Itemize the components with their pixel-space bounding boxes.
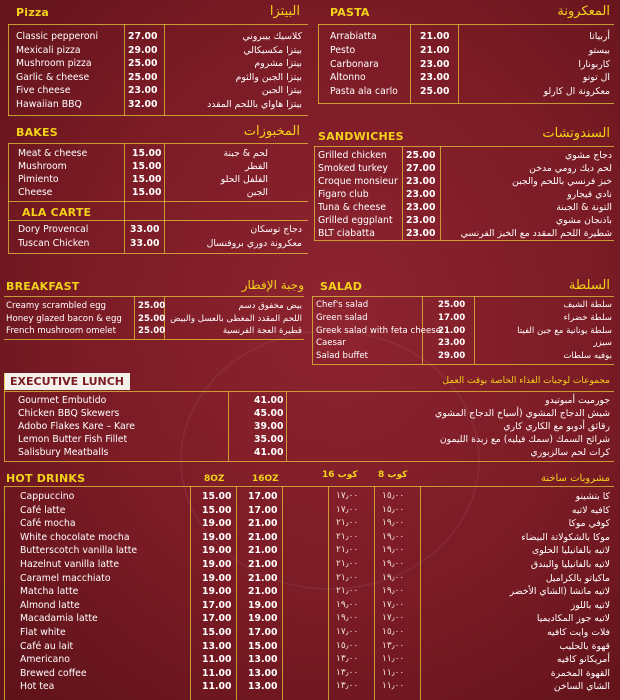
item-name-ar: كرات لحم سالزبوري xyxy=(530,447,610,458)
sandwiches-divider-2 xyxy=(440,146,441,240)
price-8-ar: ١٩٫٠٠ xyxy=(382,545,405,556)
price-16oz: 13.00 xyxy=(248,667,278,679)
price-16-ar: ٢١٫٠٠ xyxy=(336,572,359,583)
item-name-ar: كلاسيك بيبروني xyxy=(242,31,302,42)
price-16-ar: ١٣٫٠٠ xyxy=(336,654,359,665)
item-price: 27.00 xyxy=(128,31,158,42)
item-name-ar: اللحم المقدد المغطى بالعسل والبيض xyxy=(170,313,302,324)
price-8-ar: ١٩٫٠٠ xyxy=(382,531,405,542)
item-name: Gourmet Embutido xyxy=(18,395,107,406)
drink-name: Hazelnut vanilla latte xyxy=(20,559,120,570)
item-name: Chicken BBQ Skewers xyxy=(18,408,120,419)
item-name: Meat & cheese xyxy=(18,148,88,159)
item-name: Tuscan Chicken xyxy=(18,238,90,249)
pasta-left-rule xyxy=(318,24,319,104)
item-price: 45.00 xyxy=(254,408,284,419)
drink-name-ar: أمريكانو كافيه xyxy=(556,654,610,666)
price-8-ar: ١٩٫٠٠ xyxy=(382,559,405,569)
item-price: 27.00 xyxy=(406,163,436,174)
item-name: Adobo Flakes Kare – Kare xyxy=(18,421,136,432)
item-name-ar: الفطر xyxy=(245,161,268,172)
hotdrinks-divider-4 xyxy=(328,486,329,700)
drink-name: Hot tea xyxy=(20,681,55,693)
pizza-divider-2 xyxy=(164,24,165,116)
price-16oz: 17.00 xyxy=(248,491,278,502)
item-price: 23.00 xyxy=(406,215,436,226)
price-8-ar: ١١٫٠٠ xyxy=(382,667,405,678)
executive-divider-2 xyxy=(286,391,287,461)
price-16-ar: ١٧٫٠٠ xyxy=(336,627,359,637)
item-name-ar: سيزر xyxy=(593,338,612,349)
breakfast-title-ar: وجبة الإفطار xyxy=(241,278,304,292)
executive-title: EXECUTIVE LUNCH xyxy=(4,373,130,390)
item-name-ar: بيتزا الجبن والثوم xyxy=(235,71,302,83)
price-8oz: 19.00 xyxy=(202,586,232,598)
item-name: Pasta ala carlo xyxy=(330,86,398,98)
drink-name-ar: كا بتشينو xyxy=(575,491,610,502)
price-8oz: 19.00 xyxy=(202,559,232,570)
bakes-title-ar: المخبوزات xyxy=(243,124,300,139)
item-name-ar: ال تونو xyxy=(582,72,610,84)
pizza-bottom-rule xyxy=(8,115,308,116)
item-name: Pimiento xyxy=(18,174,59,185)
price-16-ar: ٢١٫٠٠ xyxy=(336,586,359,597)
price-16-ar: ٢١٫٠٠ xyxy=(336,559,359,569)
drink-name-ar: الشاي الساخن xyxy=(553,681,610,693)
pasta-divider-2 xyxy=(458,24,459,104)
item-name-ar: رقائق أدوبو مع الكاري كاري xyxy=(503,421,610,432)
hotdrinks-divider-3 xyxy=(282,486,283,700)
item-name: Mushroom pizza xyxy=(16,58,92,70)
item-name-ar: أربياتا xyxy=(589,31,610,42)
drink-name-ar: لاتيه بالفانيليا الحلوى xyxy=(531,545,610,557)
price-16oz: 21.00 xyxy=(248,586,278,598)
item-price: 25.00 xyxy=(420,86,450,98)
pizza-title-ar: البيتزا xyxy=(269,4,300,19)
price-8oz: 19.00 xyxy=(202,518,232,530)
item-name: Classic pepperoni xyxy=(16,31,99,42)
price-16oz: 21.00 xyxy=(248,559,278,570)
item-name: Arrabiatta xyxy=(330,31,377,42)
price-16-ar: ١٧٫٠٠ xyxy=(336,504,359,515)
salad-title: SALAD xyxy=(320,280,363,293)
price-8-ar: ١٥٫٠٠ xyxy=(382,504,405,515)
item-name-ar: باذنجان مشوي xyxy=(555,215,612,226)
drink-name: Café au lait xyxy=(20,640,74,652)
price-8-ar: ١٩٫٠٠ xyxy=(382,586,405,597)
breakfast-top-rule xyxy=(4,296,304,297)
item-name-ar: معكرونة ال كارلو xyxy=(543,86,610,98)
sandwiches-left-rule xyxy=(314,146,315,240)
executive-bottom-rule xyxy=(4,461,614,462)
drink-name: Macadamia latte xyxy=(20,613,98,625)
item-price: 23.00 xyxy=(438,338,466,349)
item-name-ar: لحم ديك رومي مدخن xyxy=(529,163,612,174)
breakfast-bottom-rule xyxy=(4,339,304,340)
breakfast-divider-1 xyxy=(134,296,135,339)
item-name: Grilled eggplant xyxy=(318,215,393,226)
item-price: 15.00 xyxy=(132,148,162,159)
item-price: 17.00 xyxy=(438,312,466,323)
salad-title-ar: السلطة xyxy=(568,278,610,293)
salad-bottom-rule xyxy=(312,364,614,365)
bakes-left-rule xyxy=(8,143,9,201)
price-8-ar: ١٥٫٠٠ xyxy=(382,627,405,637)
salad-left-rule xyxy=(312,296,313,364)
drink-name-ar: قهوة بالحليب xyxy=(559,640,610,652)
sandwiches-title-ar: السندوتشات xyxy=(542,126,610,141)
item-name: Lemon Butter Fish Fillet xyxy=(18,434,128,445)
price-8-ar: ١١٫٠٠ xyxy=(382,654,405,665)
price-8-ar: ١٥٫٠٠ xyxy=(382,491,405,501)
drink-name: Café latte xyxy=(20,504,66,516)
price-16oz: 19.00 xyxy=(248,599,278,611)
item-name: Pesto xyxy=(330,44,356,56)
item-name: Five cheese xyxy=(16,85,71,97)
drink-name-ar: موكا بالشكولاتة البيضاء xyxy=(521,531,610,543)
item-name-ar: الفلفل الحلو xyxy=(220,174,268,185)
executive-title-ar: مجموعات لوجبات الغذاء الخاصة بوقت العمل xyxy=(442,376,610,386)
price-16oz: 21.00 xyxy=(248,572,278,584)
item-name-ar: جورميت أمبوتيدو xyxy=(545,395,610,406)
item-price: 33.00 xyxy=(130,224,160,235)
price-16-ar: ١٣٫٠٠ xyxy=(336,667,359,678)
hotdrinks-title-ar: مشروبات ساخنة xyxy=(540,473,610,484)
price-16oz: 13.00 xyxy=(248,681,278,693)
drink-name-ar: لاتيه بالفانيليا والبندق xyxy=(530,559,610,570)
bakes-top-rule xyxy=(8,143,308,144)
drink-name-ar: كافيه لاتيه xyxy=(571,504,610,516)
price-8-ar: ١٣٫٠٠ xyxy=(382,640,405,651)
drink-name: Caramel macchiato xyxy=(20,572,111,584)
price-8oz: 13.00 xyxy=(202,640,232,652)
item-name: Altonno xyxy=(330,72,366,84)
item-price: 35.00 xyxy=(254,434,284,445)
item-name-ar: سلطة خضراء xyxy=(563,312,612,323)
item-price: 25.00 xyxy=(128,58,158,70)
alacarte-mid-rule xyxy=(8,220,308,221)
item-price: 39.00 xyxy=(254,421,284,432)
drink-name-ar: فلات وايت كافيه xyxy=(547,627,610,638)
drink-name: Brewed coffee xyxy=(20,667,87,679)
item-name-ar: سلطة يونانية مع جبن الفيتا xyxy=(517,325,612,336)
drink-name: White chocolate mocha xyxy=(20,531,130,543)
item-price: 29.00 xyxy=(438,351,466,362)
price-16oz: 17.00 xyxy=(248,627,278,638)
item-name: Hawaiian BBQ xyxy=(16,99,82,110)
col-8oz-header: 8OZ xyxy=(204,474,225,484)
price-16oz: 15.00 xyxy=(248,640,278,652)
item-name: Dory Provencal xyxy=(18,224,89,235)
item-price: 15.00 xyxy=(132,161,162,172)
price-16oz: 21.00 xyxy=(248,518,278,530)
price-8oz: 19.00 xyxy=(202,572,232,584)
breakfast-title: BREAKFAST xyxy=(6,280,80,293)
hotdrinks-top-rule xyxy=(4,486,614,487)
item-name: Chef's salad xyxy=(316,300,369,310)
item-price: 23.00 xyxy=(420,58,450,70)
item-name: Croque monsieur xyxy=(318,176,398,187)
price-8oz: 17.00 xyxy=(202,599,232,611)
item-name-ar: التونة & الجبنة xyxy=(556,202,612,213)
price-8oz: 15.00 xyxy=(202,504,232,516)
item-price: 23.00 xyxy=(128,85,158,97)
price-8oz: 11.00 xyxy=(202,667,232,679)
hotdrinks-left-rule xyxy=(4,486,5,700)
drink-name-ar: لاتيه ماتشا (الشاي الأخضر xyxy=(509,586,610,598)
price-8oz: 11.00 xyxy=(202,681,232,693)
item-name: Mexicali pizza xyxy=(16,44,81,56)
salad-divider-2 xyxy=(474,296,475,364)
alacarte-left-rule xyxy=(8,201,9,253)
item-name-ar: بيستو xyxy=(588,44,610,56)
price-16-ar: ١٩٫٠٠ xyxy=(336,613,359,624)
item-price: 25.00 xyxy=(138,326,166,337)
executive-divider-1 xyxy=(228,391,229,461)
item-price: 21.00 xyxy=(420,44,450,56)
price-8oz: 19.00 xyxy=(202,545,232,557)
item-name-ar: بيتزا مشروم xyxy=(254,58,302,70)
price-8oz: 11.00 xyxy=(202,654,232,666)
item-name: Creamy scrambled egg xyxy=(6,301,106,311)
drink-name-ar: كوفي موكا xyxy=(568,518,610,530)
col-16-ar-header: كوب 16 xyxy=(322,470,358,480)
bakes-title: BAKES xyxy=(16,126,58,139)
hotdrinks-divider-1 xyxy=(190,486,191,700)
item-name: French mushroom omelet xyxy=(6,326,116,337)
item-name: Smoked turkey xyxy=(318,163,388,174)
item-name: BLT ciabatta xyxy=(318,228,375,239)
item-name: Greek salad with feta cheese xyxy=(316,325,442,336)
item-name-ar: شرائح السمك (سمك فيليه) مع زبدة الليمون xyxy=(439,434,610,445)
price-8oz: 15.00 xyxy=(202,491,232,502)
item-name-ar: شيش الدجاج المشوي (أسياخ الدجاج المشوي xyxy=(435,408,610,419)
drink-name: Matcha latte xyxy=(20,586,79,598)
drink-name: Almond latte xyxy=(20,599,80,611)
sandwiches-bottom-rule xyxy=(314,240,614,241)
alacarte-bottom-rule xyxy=(8,253,308,254)
item-name-ar: كاربونارا xyxy=(578,58,610,70)
price-16-ar: ٢١٫٠٠ xyxy=(336,518,359,529)
item-price: 21.00 xyxy=(438,325,466,336)
item-name: Carbonara xyxy=(330,58,379,70)
item-price: 23.00 xyxy=(406,176,436,187)
col-8-ar-header: كوب 8 xyxy=(378,470,408,480)
item-name: Figaro club xyxy=(318,189,369,200)
item-price: 25.00 xyxy=(438,300,466,310)
price-16oz: 17.00 xyxy=(248,504,278,516)
item-name: Salad buffet xyxy=(316,351,369,362)
item-name: Green salad xyxy=(316,312,368,323)
item-price: 32.00 xyxy=(128,99,158,110)
price-16-ar: ٢١٫٠٠ xyxy=(336,545,359,556)
item-price: 25.00 xyxy=(138,313,166,324)
item-name: Caesar xyxy=(316,338,346,349)
pizza-left-rule xyxy=(8,24,9,116)
item-name-ar: معكرونة دوري بروفنسال xyxy=(206,238,302,249)
item-price: 41.00 xyxy=(254,395,284,406)
price-16-ar: ٢١٫٠٠ xyxy=(336,531,359,542)
item-name: Grilled chicken xyxy=(318,150,387,161)
pizza-top-rule xyxy=(8,24,308,25)
price-16oz: 19.00 xyxy=(248,613,278,625)
hotdrinks-title: HOT DRINKS xyxy=(6,472,86,485)
item-name-ar: بيتزا هاواي باللحم المقدد xyxy=(207,99,302,110)
alacarte-title: ALA CARTE xyxy=(22,206,92,219)
price-16oz: 21.00 xyxy=(248,531,278,543)
drink-name-ar: القهوة المخمرة xyxy=(550,667,610,679)
col-16oz-header: 16OZ xyxy=(252,474,279,484)
drink-name: Americano xyxy=(20,654,70,666)
item-price: 23.00 xyxy=(420,72,450,84)
item-price: 29.00 xyxy=(128,44,158,56)
price-8-ar: ١٧٫٠٠ xyxy=(382,613,405,624)
item-name-ar: بيض مخفوق دسم xyxy=(238,301,302,311)
price-8oz: 17.00 xyxy=(202,613,232,625)
price-8-ar: ١١٫٠٠ xyxy=(382,681,405,692)
item-name: Garlic & cheese xyxy=(16,71,90,83)
alacarte-top-rule xyxy=(8,201,308,202)
price-8oz: 15.00 xyxy=(202,627,232,638)
item-price: 41.00 xyxy=(254,447,284,458)
drink-name: Butterscotch vanilla latte xyxy=(20,545,138,557)
item-price: 21.00 xyxy=(420,31,450,42)
price-8oz: 19.00 xyxy=(202,531,232,543)
drink-name-ar: لاتيه جوز المكاديميا xyxy=(536,613,610,625)
item-name-ar: الجبن xyxy=(246,187,268,198)
item-name-ar: دجاج توسكان xyxy=(250,224,302,235)
item-name-ar: شطيرة اللحم المقدد مع الخبز الفرنسي xyxy=(460,228,612,239)
price-8-ar: ١٩٫٠٠ xyxy=(382,518,405,529)
item-price: 33.00 xyxy=(130,238,160,249)
item-name-ar: قطيرة العجة الفرنسية xyxy=(222,326,302,337)
item-name: Salisbury Meatballs xyxy=(18,447,109,458)
item-name: Cheese xyxy=(18,187,53,198)
price-16-ar: ١٣٫٠٠ xyxy=(336,681,359,692)
pasta-title: PASTA xyxy=(330,6,370,19)
drink-name: Cappuccino xyxy=(20,491,75,502)
bakes-divider-1 xyxy=(124,143,125,253)
item-price: 23.00 xyxy=(406,202,436,213)
item-price: 15.00 xyxy=(132,174,162,185)
item-price: 23.00 xyxy=(406,228,436,239)
item-name: Honey glazed bacon & egg xyxy=(6,313,122,324)
item-name-ar: سلطة الشيف xyxy=(563,300,612,310)
pizza-divider-1 xyxy=(124,24,125,116)
sandwiches-top-rule xyxy=(314,146,614,147)
item-name-ar: بوفيه سلطات xyxy=(563,351,612,362)
item-name-ar: بيتزا الجبن xyxy=(261,85,302,97)
pasta-top-rule xyxy=(318,24,614,25)
salad-top-rule xyxy=(312,296,614,297)
drink-name: Flat white xyxy=(20,627,66,638)
pizza-title: Pizza xyxy=(16,6,50,19)
item-name-ar: لحم & جبنة xyxy=(223,148,268,159)
item-name-ar: نادي فيجارو xyxy=(567,189,612,200)
hotdrinks-divider-5 xyxy=(374,486,375,700)
price-16-ar: ١٩٫٠٠ xyxy=(336,599,359,610)
item-name-ar: خبز فرنسي باللحم والجبن xyxy=(511,176,612,187)
item-name-ar: بيتزا مكسيكالي xyxy=(243,44,302,56)
executive-top-rule xyxy=(4,391,614,392)
bakes-divider-2 xyxy=(164,143,165,253)
price-16-ar: ١٥٫٠٠ xyxy=(336,640,359,651)
drink-name-ar: لاتيه باللوز xyxy=(570,599,610,611)
pasta-divider-1 xyxy=(410,24,411,104)
item-name: Mushroom xyxy=(18,161,67,172)
hotdrinks-divider-2 xyxy=(236,486,237,700)
drink-name-ar: ماكياتو بالكراميل xyxy=(545,572,610,584)
item-price: 25.00 xyxy=(138,301,166,311)
pasta-bottom-rule xyxy=(318,103,614,104)
item-price: 23.00 xyxy=(406,189,436,200)
price-16-ar: ١٧٫٠٠ xyxy=(336,491,359,501)
drink-name: Café mocha xyxy=(20,518,76,530)
executive-left-rule xyxy=(4,373,5,461)
price-16oz: 13.00 xyxy=(248,654,278,666)
hotdrinks-divider-6 xyxy=(420,486,421,700)
price-16oz: 21.00 xyxy=(248,545,278,557)
sandwiches-divider-1 xyxy=(402,146,403,240)
item-name-ar: دجاج مشوي xyxy=(564,150,612,161)
item-price: 15.00 xyxy=(132,187,162,198)
sandwiches-title: SANDWICHES xyxy=(318,130,404,143)
item-name: Tuna & cheese xyxy=(318,202,386,213)
item-price: 25.00 xyxy=(406,150,436,161)
pasta-title-ar: المعكرونة xyxy=(557,4,610,19)
price-8-ar: ١٩٫٠٠ xyxy=(382,572,405,583)
price-8-ar: ١٧٫٠٠ xyxy=(382,599,405,610)
item-price: 25.00 xyxy=(128,71,158,83)
